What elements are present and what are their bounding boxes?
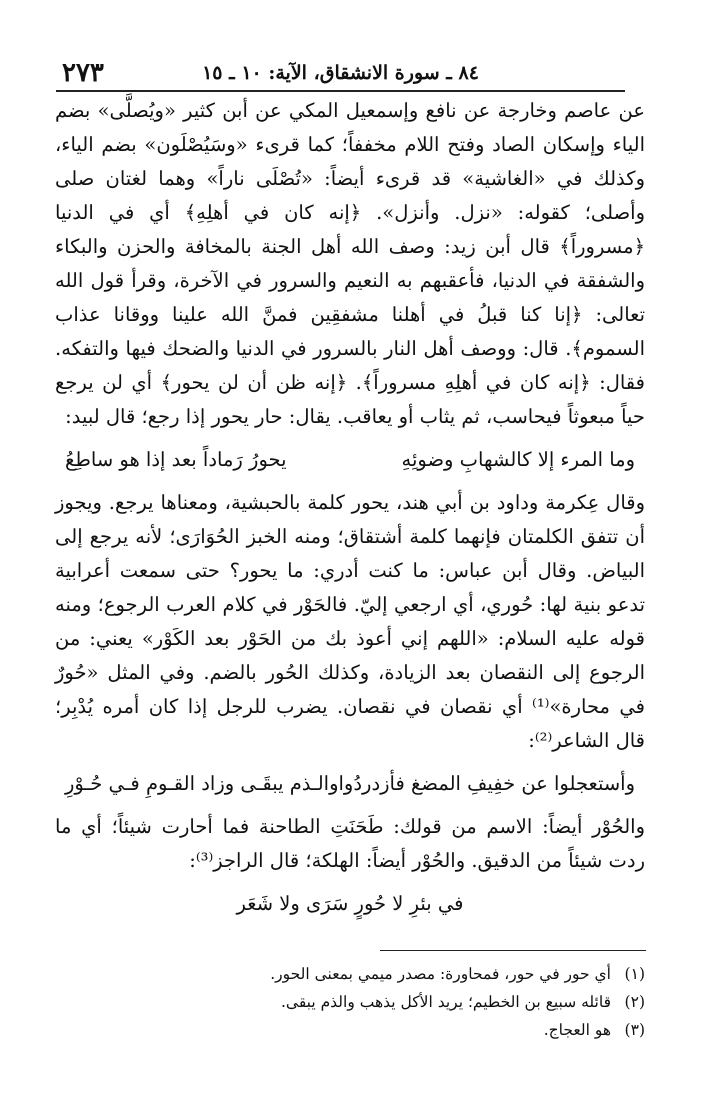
footnote [60,1016,645,1044]
footnote-text: قائله سبيع بن الخطيم؛ يريد الأكل يذهب والذم يبقى. [280,993,611,1011]
poetry-verse [65,764,635,804]
verse-second-hemistich: والـذم يبقَـى وزاد القـومِ فـي حُـوْرِ [65,772,339,795]
main-text [55,94,645,930]
paragraph: والحُوْر أيضاً: الاسم من قولك: طَحَنَتِ الطاحنة فما أحارت شيئاً؛ أي ما ردت شيئاً من الدقيق. والحُوْر أيضاً: الهلكة؛ قال الراجز⁽³⁾: [55,815,645,872]
footnote-text: هو العجاج. [543,1021,611,1039]
verse-first-hemistich: وأستعجلوا عن خفِيفِ المضغ فأزدردُوا [338,772,635,795]
page-number: ٢٧٣ [62,58,104,88]
footnote [60,960,645,988]
footnote-marker: (١) [624,965,645,983]
poetry-verse [65,884,635,924]
paragraph: وقال عِكرمة وداود بن أبي هند، يحور كلمة بالحبشية، ومعناها يرجع. ويجوز أن تتفق الكلمتان فإنهما كلمة أشتقاق؛ ومنه الخبز الحُوَارَى؛ لأنه يرجع إلى البياض. وقال أبن عباس: ما كنت أدري: ما يحور؟ حتى سمعت أعرابية تدعو بنية لها: حُوري، أي ارجعي إليّ. فالحَوْر في كلام العرب الرجوع؛ ومنه قوله عليه السلام: «اللهم إني أعوذ بك من الحَوْر بعد الكَوْر» يعني: من الرجوع إلى النقصان بعد الزيادة، وكذلك الحُور بالضم. وفي المثل «حُورٌ في محارة»⁽¹⁾ أي نقصان في نقصان. يضرب للرجل إذا كان أمره يُدْبِر؛ قال الشاعر⁽²⁾: [55,491,645,752]
page-header [56,56,625,92]
running-title: ٨٤ ـ سورة الانشقاق، الآية: ١٠ ـ ١٥ [202,62,479,84]
verse-first-hemistich: وما المرء إلا كالشهابِ وضوئِهِ [401,448,635,471]
footnote-separator [380,950,646,951]
footnote-marker: (٣) [624,1021,645,1039]
footnotes [60,960,645,1044]
rajaz-verse: في بئرِ لا حُورٍ سَرَى ولا شَعَر [236,892,464,915]
footnote-text: أي حور في حور، فمحاورة: مصدر ميمي بمعنى الحور. [270,965,611,983]
poetry-verse [65,440,635,480]
verse-second-hemistich: يحورُ رَماداً بعد إذا هو ساطِعُ [65,448,287,471]
paragraph: عن عاصم وخارجة عن نافع وإسمعيل المكي عن أبن كثير «ويُصلَّى» بضم الياء وإسكان الصاد وفتح اللام مخففاً؛ كما قرىء «وسَيُصْلَون» بضم الياء، وكذلك في «الغاشية» قد قرىء أيضاً: «تُصْلَى ناراً» وهما لغتان صلى وأصلى؛ كقوله: «نزل. وأنزل». ﴿إنه كان في أهلِهِ﴾ أي في الدنيا ﴿مسروراً﴾ قال أبن زيد: وصف الله أهل الجنة بالمخافة والحزن والبكاء والشفقة في الدنيا، فأعقبهم به النعيم والسرور في الآخرة، وقرأ قول الله تعالى: ﴿إنا كنا قبلُ في أهلنا مشفقِين فمنَّ الله علينا ووقانا عذاب السموم﴾. قال: ووصف أهل النار بالسرور في الدنيا والضحك فيها والتفكه. فقال: ﴿إنه كان في أهلِهِ مسروراً﴾. ﴿إنه ظن أن لن يحور﴾ أي لن يرجع حياً مبعوثاً فيحاسب، ثم يثاب أو يعاقب. يقال: حار يحور إذا رجع؛ قال لبيد: [55,99,645,428]
footnote [60,988,645,1016]
footnote-marker: (٢) [624,993,645,1011]
